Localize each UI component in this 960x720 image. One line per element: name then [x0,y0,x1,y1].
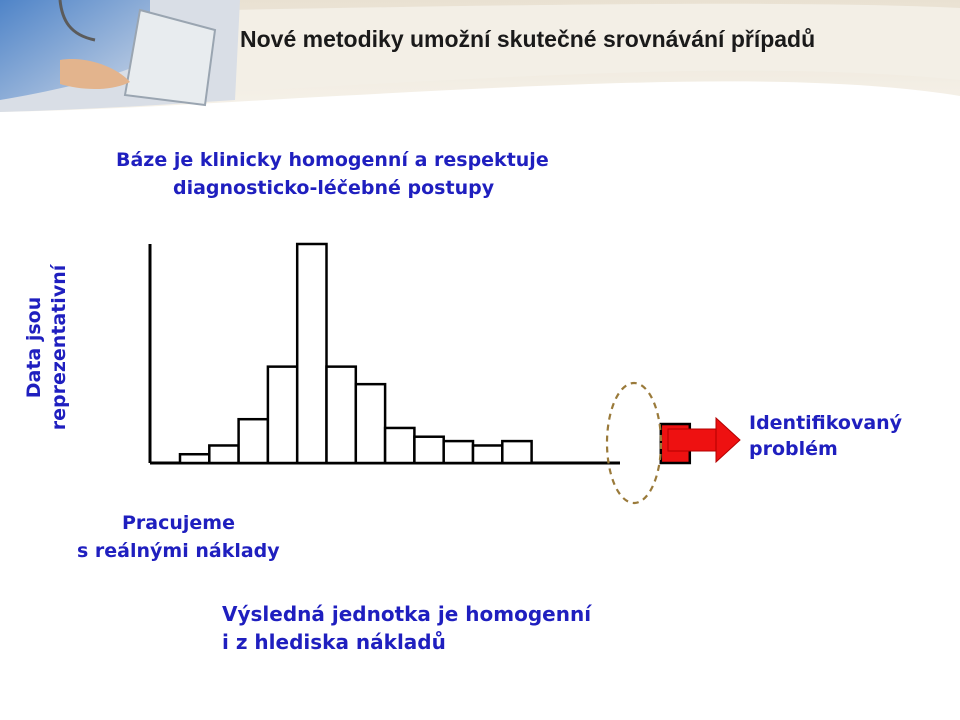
histogram-bar [268,367,297,463]
y-axis-label-line1: Data jsou [23,296,45,399]
costs-statement-line2: s reálnými náklady [77,540,280,562]
histogram-bar [327,367,356,463]
histogram-bar [502,441,531,463]
outlier-label [749,410,902,462]
base-statement-line2: diagnosticko-léčebné postupy [173,177,495,199]
result-statement-line1: Výsledná jednotka je homogenní [222,602,592,626]
histogram-bar [385,428,414,463]
histogram-bar [297,244,326,463]
histogram-bars [180,244,690,463]
histogram-bar [444,441,473,463]
outlier-label-line1: Identifikovaný [749,412,903,434]
outlier-highlight-ellipse [607,383,661,503]
outlier-label-line2: problém [749,438,838,460]
page-title: Nové metodiky umožní skutečné srovnávání případů [240,26,816,52]
histogram-bar [209,445,238,463]
histogram-bar [239,419,268,463]
result-statement-line2: i z hlediska nákladů [222,630,446,654]
y-axis-label-line2: reprezentativní [48,264,70,431]
histogram-bar [473,445,502,463]
histogram-bar [356,384,385,463]
histogram-bar [414,437,443,463]
histogram-bar [180,454,209,463]
base-statement-line1: Báze je klinicky homogenní a respektuje [116,149,549,171]
costs-statement-line1: Pracujeme [122,512,235,534]
